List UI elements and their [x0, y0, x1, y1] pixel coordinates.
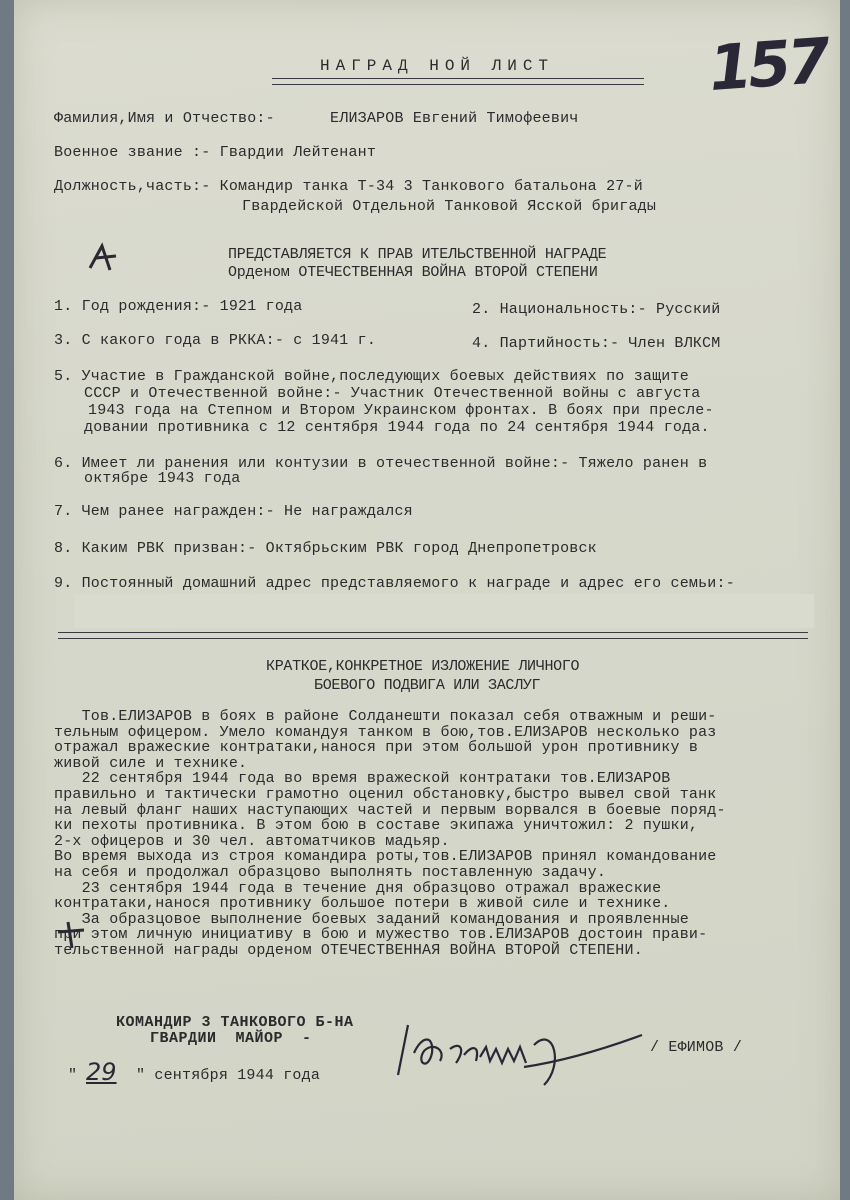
summary-body-line: 23 сентября 1944 года в течение дня образцово отражал вражеские — [54, 880, 662, 897]
summary-body-line: живой силе и технике. — [54, 755, 248, 772]
date-day: 29 — [86, 1058, 117, 1086]
item-participation-line2: СССР и Отечественной войне:- Участник Отечественной войны с августа — [84, 385, 701, 402]
summary-body-line: Тов.ЕЛИЗАРОВ в боях в районе Солданешти показал себя отважным и реши- — [54, 708, 717, 725]
item-participation-line4: довании противника с 12 сентября 1944 года по 24 сентября 1944 года. — [84, 419, 710, 436]
redacted-address — [74, 594, 814, 628]
summary-body-line: правильно и тактически грамотно оценил обстановку,быстро вывел свой танк — [54, 786, 717, 803]
name-field: Фамилия,Имя и Отчество:- ЕЛИЗАРОВ Евгений Тимофеевич — [54, 110, 579, 127]
award-heading-line1: ПРЕДСТАВЛЯЕТСЯ К ПРАВ ИТЕЛЬСТВЕННОЙ НАГРАДЕ — [228, 246, 607, 263]
position-field-line2: Гвардейской Отдельной Танковой Ясской бригады — [242, 198, 657, 215]
item-rkka-year: 3. С какого года в РККА:- с 1941 г. — [54, 332, 377, 349]
handwritten-number: 157 — [706, 23, 829, 106]
summary-body-line: отражал вражеские контратаки,нанося при этом большой урон противнику в — [54, 739, 699, 756]
pencil-cross-icon — [54, 920, 90, 950]
item-wounds-line2: октябре 1943 года — [84, 470, 241, 487]
award-heading-line2: Орденом ОТЕЧЕСТВЕННАЯ ВОЙНА ВТОРОЙ СТЕПЕНИ — [228, 264, 598, 281]
position-field-line1: Должность,часть:- Командир танка Т-34 3 Танкового батальона 27-й — [54, 178, 643, 195]
summary-body-line: За образцовое выполнение боевых заданий командования и проявленные — [54, 911, 689, 928]
signer-title-line2: ГВАРДИИ МАЙОР - — [150, 1030, 312, 1047]
summary-body-line: тельным офицером. Умело командуя танком в бою,тов.ЕЛИЗАРОВ несколько раз — [54, 724, 717, 741]
item-conscription: 8. Каким РВК призван:- Октябрьским РВК город Днепропетровск — [54, 540, 597, 557]
title-underline — [272, 78, 644, 85]
date-rest: " сентября 1944 года — [136, 1067, 321, 1084]
summary-body-line: на левый фланг наших наступающих частей и первым ворвался в боевые поряд- — [54, 802, 726, 819]
document-title: НАГРАД НОЙ ЛИСТ — [320, 57, 555, 75]
summary-body-line: 22 сентября 1944 года во время вражеской контратаки тов.ЕЛИЗАРОВ — [54, 770, 671, 787]
summary-body-line: ки пехоты противника. В этом бою в составе экипажа уничтожил: 2 пушки, — [54, 817, 699, 834]
date-quote-open: " — [68, 1067, 78, 1084]
summary-body-line: контратаки,нанося противнику большое потери в живой силе и технике. — [54, 895, 671, 912]
item-participation-line1: 5. Участие в Гражданской войне,последующих боевых действиях по защите — [54, 368, 689, 385]
item-party: 4. Партийность:- Член ВЛКСМ — [472, 335, 721, 352]
summary-body-line: 2-х офицеров и 30 чел. автоматчиков мадьяр. — [54, 833, 450, 850]
summary-body-line: при этом личную инициативу в бою и мужество тов.ЕЛИЗАРОВ достоин прави- — [54, 926, 708, 943]
item-previous-awards: 7. Чем ранее награжден:- Не награждался — [54, 503, 413, 520]
section-divider — [58, 632, 808, 639]
signer-name: / ЕФИМОВ / — [650, 1039, 743, 1056]
signer-title-line1: КОМАНДИР 3 ТАНКОВОГО Б-НА — [116, 1014, 354, 1031]
award-sheet — [14, 0, 840, 1200]
item-wounds-line1: 6. Имеет ли ранения или контузии в отечественной войне:- Тяжело ранен в — [54, 455, 708, 472]
rank-field: Военное звание :- Гвардии Лейтенант — [54, 144, 377, 161]
summary-body-line: на себя и продолжал образцово выполнять поставленную задачу. — [54, 864, 607, 881]
summary-body-line: тельственной награды орденом ОТЕЧЕСТВЕННАЯ ВОЙНА ВТОРОЙ СТЕПЕНИ. — [54, 942, 643, 959]
summary-heading-line1: КРАТКОЕ,КОНКРЕТНОЕ ИЗЛОЖЕНИЕ ЛИЧНОГО — [266, 658, 580, 675]
item-participation-line3: 1943 года на Степном и Втором Украинском фронтах. В боях при пресле- — [88, 402, 714, 419]
summary-body-line: Во время выхода из строя командира роты,тов.ЕЛИЗАРОВ принял командование — [54, 848, 717, 865]
pencil-mark-icon — [86, 240, 126, 274]
item-birth-year: 1. Год рождения:- 1921 года — [54, 298, 303, 315]
item-home-address: 9. Постоянный домашний адрес представляемого к награде и адрес его семьи:- — [54, 575, 735, 592]
item-nationality: 2. Национальность:- Русский — [472, 301, 721, 318]
summary-heading-line2: БОЕВОГО ПОДВИГА ИЛИ ЗАСЛУГ — [314, 677, 541, 694]
signature-icon — [394, 1005, 654, 1095]
